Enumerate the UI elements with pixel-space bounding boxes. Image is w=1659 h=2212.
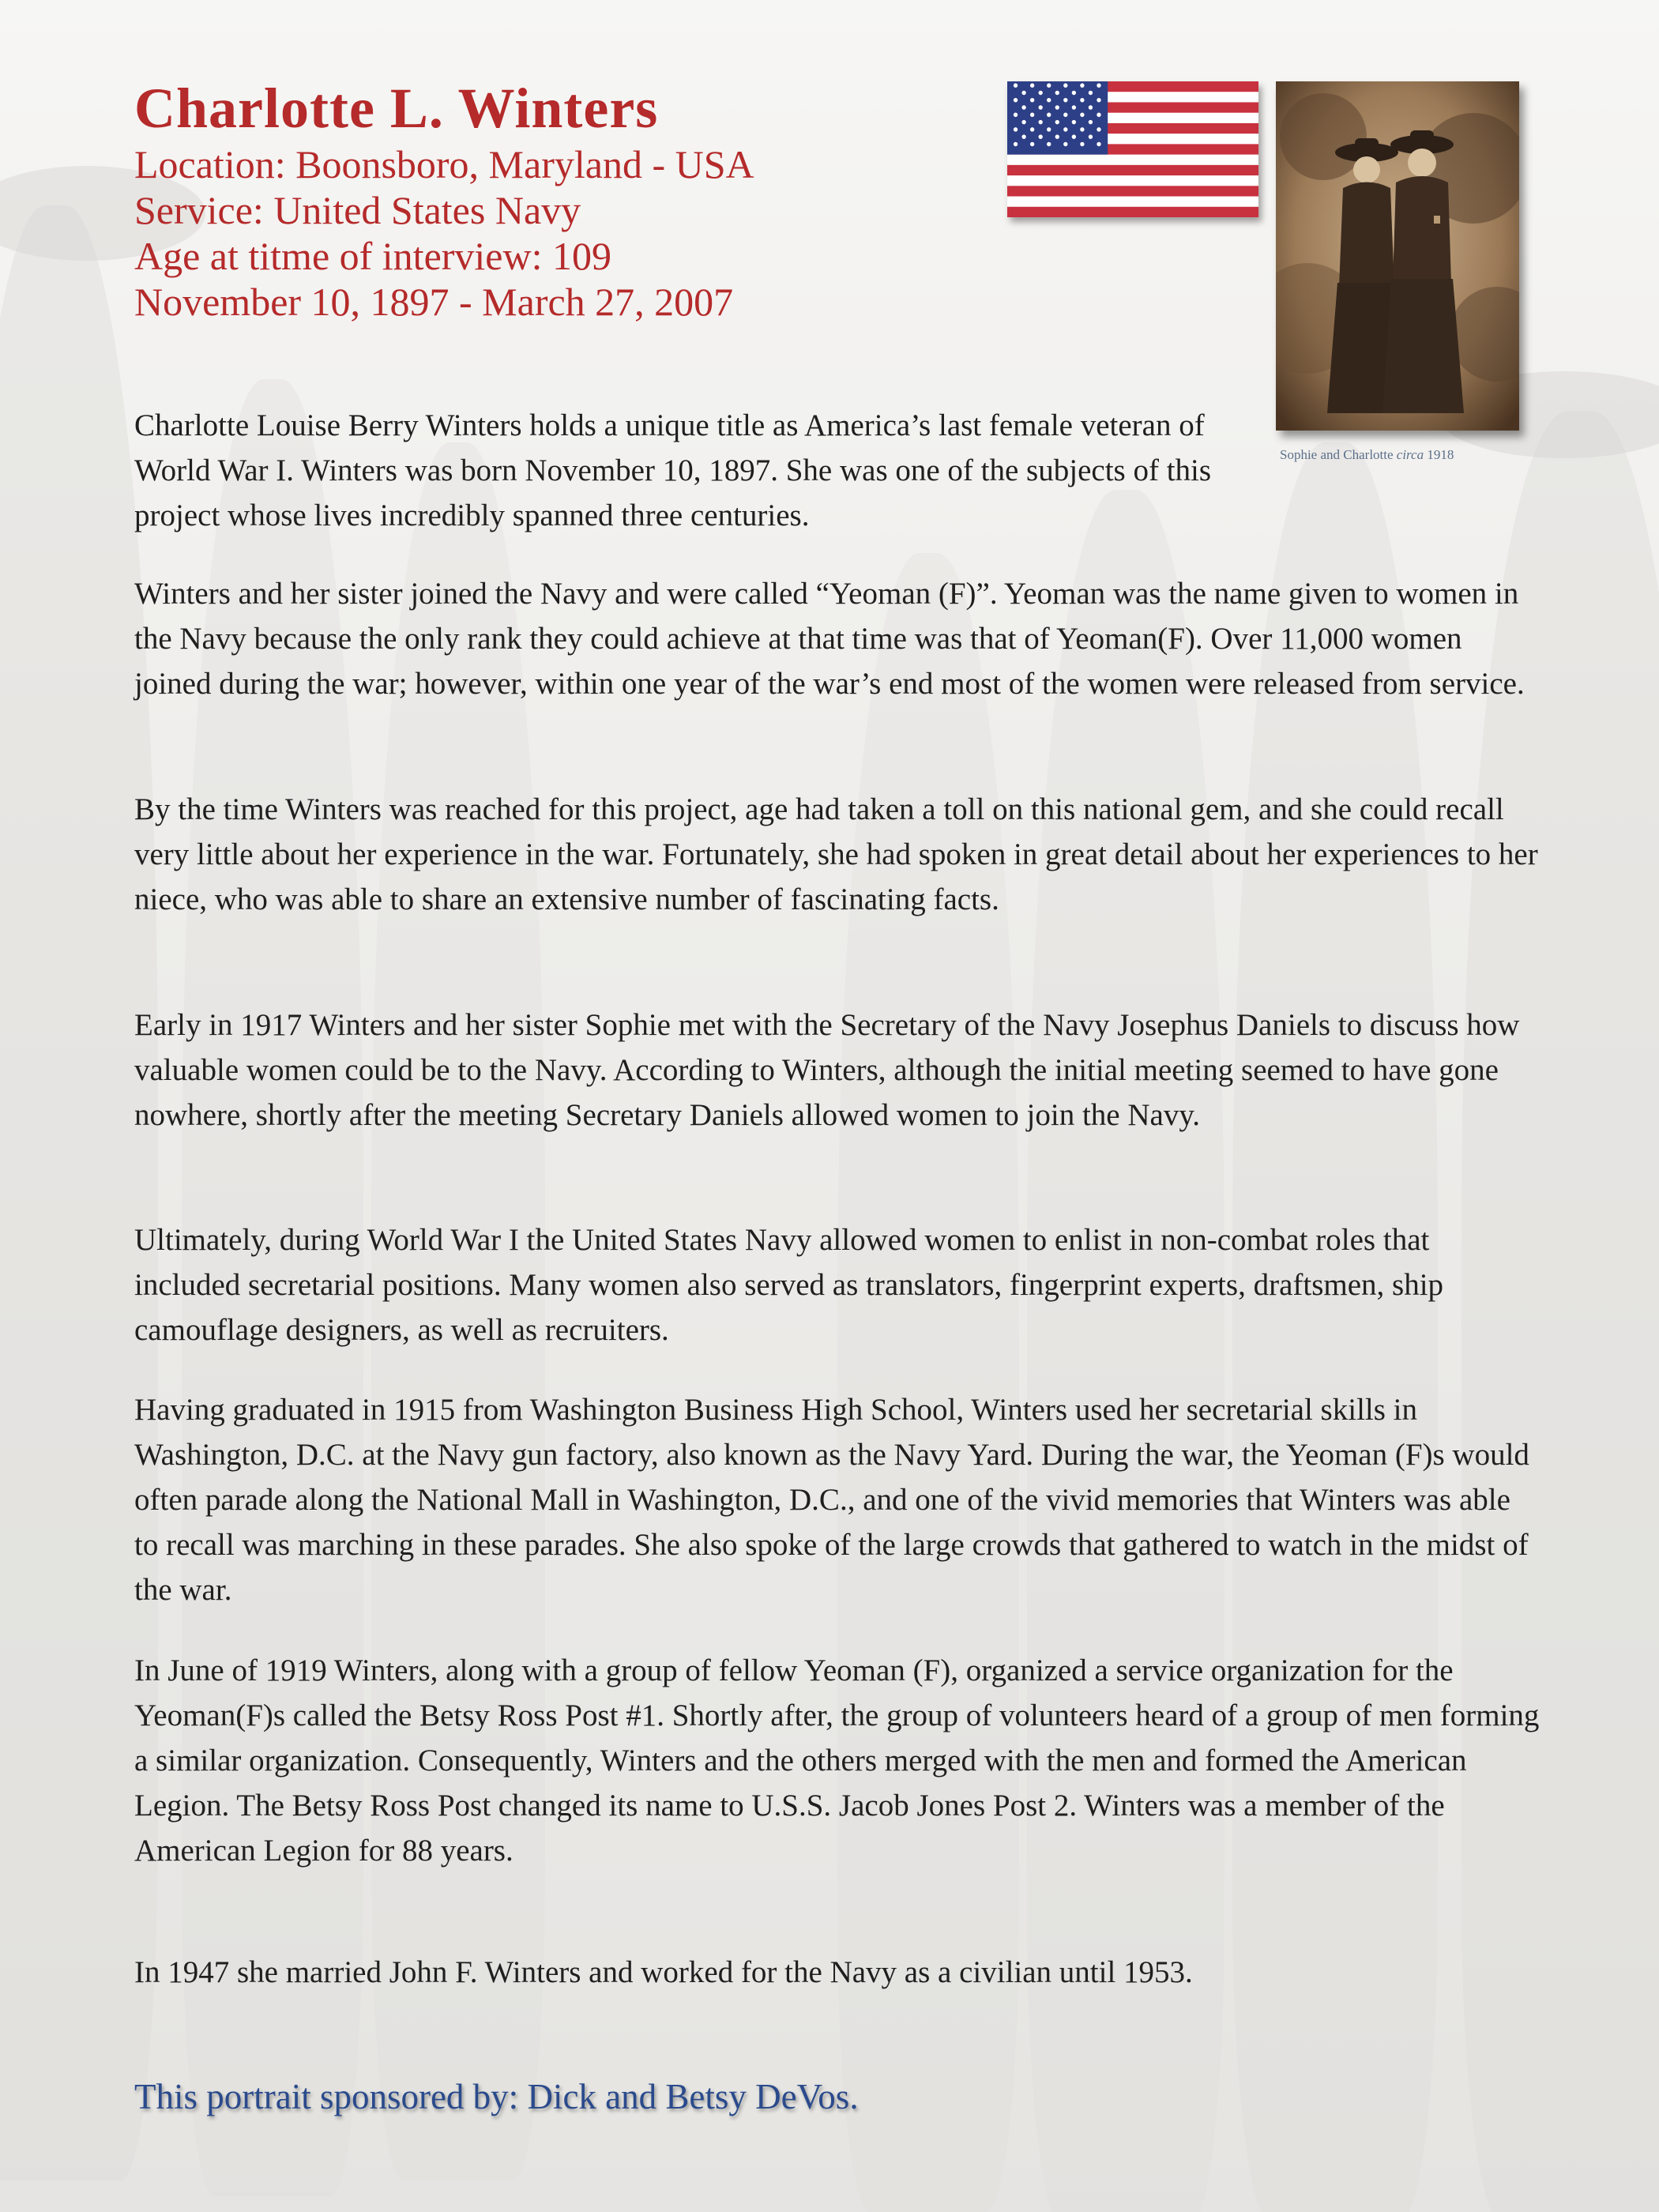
paragraph-3: [134, 787, 1540, 922]
caption-text-start: Sophie and Charlotte: [1280, 447, 1397, 462]
age-at-interview: Age at titme of interview: 109: [134, 234, 612, 278]
sponsor-line: This portrait sponsored by: Dick and Betsy DeVos.: [134, 2077, 859, 2116]
paragraph-text: By the time Winters was reached for this project, age had taken a toll on this national gem, and she could recall very little about her experience in the war. Fortunately, she had spoken in great detail about her experiences to her niece, who was able to share an extensive number of fascinating facts.: [134, 792, 1538, 916]
veteran-name: Charlotte L. Winters: [134, 77, 659, 140]
paragraph-8: [134, 1950, 1540, 1995]
paragraph-text: Ultimately, during World War I the United States Navy allowed women to enlist in non-combat roles that included secretarial positions. Many women also served as translators, fingerprint experts, draftsmen, ship camouflage designers, as well as recruiters.: [134, 1223, 1444, 1347]
paragraph-text: Having graduated in 1915 from Washington Business High School, Winters used her secretarial skills in Washington, D.C. at the Navy gun factory, also known as the Navy Yard. During the war, the Yeoman (F)s would often parade along the National Mall in Washington, D.C., and one of the vivid memories that Winters was able to recall was marching in these parades. She also spoke of the large crowds that gathered to watch in the midst of the war.: [134, 1393, 1529, 1607]
life-dates: November 10, 1897 - March 27, 2007: [134, 280, 734, 324]
paragraph-5: [134, 1217, 1540, 1352]
service: Service: United States Navy: [134, 188, 581, 232]
caption-circa: circa: [1396, 447, 1424, 462]
paragraph-2: [134, 571, 1540, 706]
paragraph-7: [134, 1648, 1540, 1873]
caption-text-end: 1918: [1424, 447, 1454, 462]
sepia-photo-icon: [1276, 81, 1519, 431]
paragraph-6: [134, 1387, 1540, 1612]
paragraph-text: Charlotte Louise Berry Winters holds a unique title as America’s last female veteran of World War I. Winters was born November 10, 1897. She was one of the subjects of this project whose lives incredibly spanned three centuries.: [134, 408, 1212, 532]
paragraph-text: In June of 1919 Winters, along with a group of fellow Yeoman (F), organized a service organization for the Yeoman(F)s called the Betsy Ross Post #1. Shortly after, the group of volunteers heard of a group of men forming a similar organization. Consequently, Winters and the others merged with the men and formed the American Legion. The Betsy Ross Post changed its name to U.S.S. Jacob Jones Post 2. Winters was a member of the American Legion for 88 years.: [134, 1653, 1540, 1868]
paragraph-1: [134, 403, 1288, 538]
header: [134, 75, 964, 325]
paragraph-text: In 1947 she married John F. Winters and worked for the Navy as a civilian until 1953.: [134, 1955, 1193, 1989]
historic-photo: [1276, 81, 1519, 431]
paragraph-4: [134, 1003, 1540, 1138]
paragraph-text: Winters and her sister joined the Navy and were called “Yeoman (F)”. Yeoman was the name given to women in the Navy because the only rank they could achieve at that time was that of Yeoman(F). Over 11,000 women joined during the war; however, within one year of the war’s end most of the women were released from service.: [134, 577, 1525, 701]
location: Location: Boonsboro, Maryland - USA: [134, 142, 754, 186]
us-flag-icon: [1007, 81, 1258, 217]
paragraph-text: Early in 1917 Winters and her sister Sophie met with the Secretary of the Navy Josephus Daniels to discuss how valuable women could be to the Navy. According to Winters, although the initial meeting seemed to have gone nowhere, shortly after the meeting Secretary Daniels allowed women to join the Navy.: [134, 1008, 1520, 1132]
photo-caption: [1280, 447, 1533, 463]
